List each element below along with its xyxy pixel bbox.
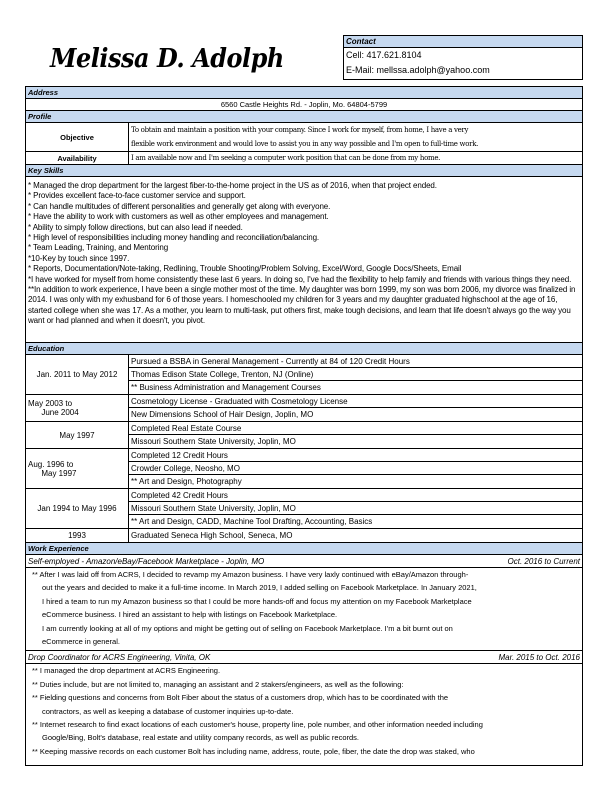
education-line: Missouri Southern State University, Joplin, MO <box>129 502 582 515</box>
job-title-row <box>26 651 582 664</box>
education-line: ** Business Administration and Management Courses <box>131 383 321 392</box>
job-line: contractors, as well as keeping a database of customer inquiries up-to-date. <box>42 706 294 716</box>
skill-item: * Managed the drop department for the largest fiber-to-the-home project in the US as of 2016, when that project ended. <box>28 181 437 190</box>
education-line: Completed Real Estate Course <box>129 422 582 435</box>
education-line: Missouri Southern State University, Joplin, MO <box>131 437 296 446</box>
contact-email: E-Mail: mellssa.adolph@yahoo.com <box>346 65 490 75</box>
education-date: May 2003 to June 2004 <box>26 395 129 421</box>
objective-text <box>129 123 478 151</box>
job-line: out the years and decided to make it a full-time income. In March 2019, I added selling on Facebook Marketplace. In January 2021, <box>42 583 477 593</box>
education-line: Pursued a BSBA in General Management - Currently at 84 of 120 Credit Hours <box>129 355 582 368</box>
skill-item: **In addition to work experience, I have been a single mother most of the time. My daughter was born 1999, my son was born 2006, my divorce was finalized in 2014. I was only with my exhusband for 6 of those years. I homeschooled my children for 3 years and my daughter graduated highschool at the age of 16, started college when she was 17. As a mother, you learn to multi-task, put others first, make tough decisions, and learn that life doesn't always go the way you want or had planned and when it doesn't, you pivot. <box>28 285 576 326</box>
objective-label: Objective <box>26 123 129 151</box>
availability-label: Availability <box>26 152 129 164</box>
job-line: eCommerce business. I hired an assistant to help with listings on Facebook Marketplace. <box>42 610 338 620</box>
availability-text: I am available now and I'm seeking a computer work position that can be done from my home. <box>131 154 441 162</box>
skill-item: * Can handle multitudes of different personalities and generally get along with everyone. <box>28 201 331 211</box>
job-line: I am currently looking at all of my options and might be getting out of selling on Facebook Marketplace. I'm a bit burnt out on <box>42 623 453 633</box>
job-title-row <box>26 555 582 568</box>
education-header: Education <box>26 343 582 355</box>
education-row <box>26 355 582 395</box>
skill-item: *10-Key by touch since 1997. <box>28 253 130 263</box>
education-row <box>26 422 582 449</box>
education-date: Jan 1994 to May 1996 <box>26 489 129 528</box>
education-row <box>26 489 582 529</box>
objective-line: To obtain and maintain a position with your company. Since I work for myself, from home, I have a very <box>131 126 469 134</box>
education-line: Cosmetology License - Graduated with Cosmetology License <box>129 395 582 408</box>
work-header: Work Experience <box>26 543 582 555</box>
contact-header: Contact <box>344 36 582 48</box>
education-line: Completed 12 Credit Hours <box>129 449 582 462</box>
address-value: 6560 Castle Heights Rd. - Joplin, Mo. 64804-5799 <box>26 99 582 111</box>
education-line: New Dimensions School of Hair Design, Joplin, MO <box>131 410 314 419</box>
skills-list <box>26 177 582 343</box>
objective-row <box>26 123 582 152</box>
job-line: I hired a team to run my Amazon business so that I could be more hands-off and focus my attention on my Facebook Marketplace <box>42 596 472 606</box>
availability-row <box>26 152 582 165</box>
skill-item: * Have the ability to work with customers as well as other employees and management. <box>28 212 329 222</box>
job-line: ** Fielding questions and concerns from Bolt Fiber about the status of a customers drop, which has to be coordinated with the <box>32 693 449 703</box>
job-line: ** Internet research to find exact locations of each customer's house, property line, pole number, and other information needed including <box>32 720 483 730</box>
skill-item: * Ability to simply follow directions, but can also lead if needed. <box>28 222 243 232</box>
objective-line: flexible work environment and would love to assist you in any way possible and I'm open to full-time work. <box>131 140 479 148</box>
job-description <box>26 664 582 758</box>
education-line: ** Art and Design, CADD, Machine Tool Drafting, Accounting, Basics <box>131 517 373 526</box>
skill-item: * Provides excellent face-to-face customer service and support. <box>28 191 246 201</box>
contact-cell: Cell: 417.621.8104 <box>346 50 422 60</box>
education-line: Completed 42 Credit Hours <box>129 489 582 502</box>
resume-body <box>25 86 583 766</box>
job-line: ** Duties include, but are not limited to, managing an assistant and 2 stakers/engineers, as well as the following: <box>32 679 404 689</box>
job-line: Google/Bing, Bolt's database, real estate and utility company records, as well as public records. <box>42 733 360 743</box>
skill-item: *I have worked for myself from home consistently these last 6 years. In doing so, I've had the flexibility to help family and friends with various things they need. <box>28 274 572 284</box>
education-row <box>26 395 582 422</box>
job-line: eCommerce in general. <box>42 637 120 647</box>
job-dates: Mar. 2015 to Oct. 2016 <box>498 653 580 663</box>
education-date: 1993 <box>26 529 129 542</box>
profile-header: Profile <box>26 111 582 123</box>
skill-item: * High level of responsibilities including money handling and reconciliation/balancing. <box>28 233 320 243</box>
education-date: Jan. 2011 to May 2012 <box>26 355 129 394</box>
education-line: Graduated Seneca High School, Seneca, MO <box>131 531 293 540</box>
education-line: Crowder College, Neosho, MO <box>129 462 582 475</box>
education-line: ** Art and Design, Photography <box>131 477 242 486</box>
skill-item: * Team Leading, Training, and Mentoring <box>28 243 169 253</box>
skill-item: * Reports, Documentation/Note-taking, Redlining, Trouble Shooting/Problem Solving, Excel/Word, Google Docs/Sheets, Email <box>28 264 462 274</box>
skills-header: Key Skills <box>26 165 582 177</box>
job-title: Self-employed - Amazon/eBay/Facebook Marketplace - Joplin, MO <box>28 557 265 566</box>
education-row <box>26 449 582 489</box>
job-line: ** I managed the drop department at ACRS Engineering. <box>32 666 221 676</box>
job-line: ** Keeping massive records on each customer Bolt has including name, address, route, pole, fiber, the date the drop was staked, who <box>32 746 475 756</box>
job-title: Drop Coordinator for ACRS Engineering, Vinita, OK <box>28 653 211 663</box>
job-description <box>26 568 582 651</box>
applicant-name: Melissa D. Adolph <box>50 44 284 74</box>
job-line: ** After I was laid off from ACRS, I decided to revamp my Amazon business. I have very laxly continued with eBay/Amazon through- <box>32 570 469 579</box>
address-header: Address <box>26 87 582 99</box>
education-line: Thomas Edison State College, Trenton, NJ (Online) <box>129 368 582 381</box>
education-row <box>26 529 582 543</box>
education-date: Aug. 1996 to May 1997 <box>26 449 129 488</box>
education-date: May 1997 <box>26 422 129 448</box>
job-dates: Oct. 2016 to Current <box>507 557 580 566</box>
contact-box <box>343 35 583 80</box>
